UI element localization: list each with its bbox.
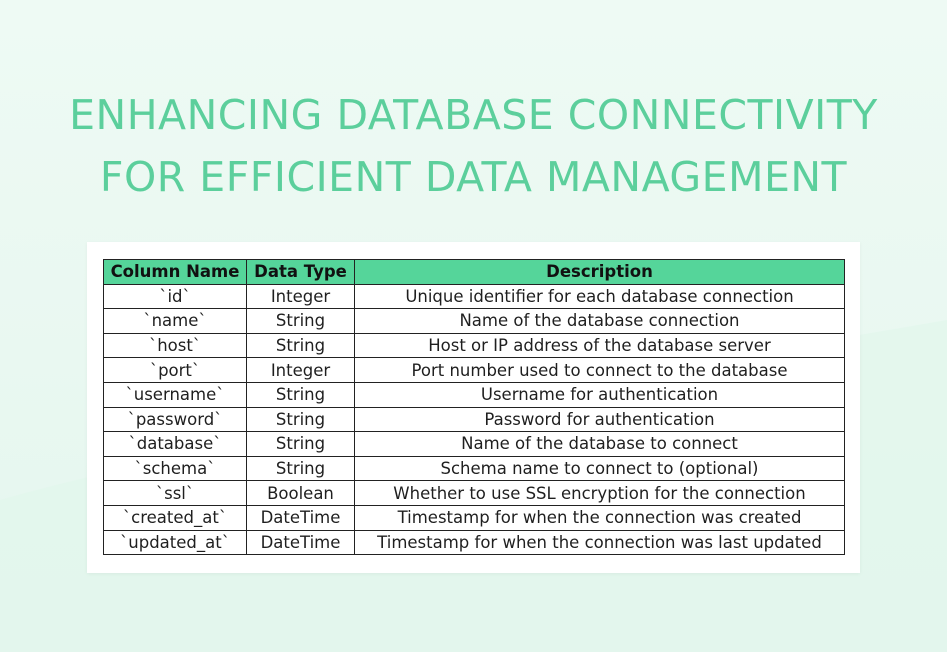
cell-description: Timestamp for when the connection was created <box>355 505 845 530</box>
table-header-row <box>104 260 845 285</box>
table-row <box>104 505 845 530</box>
cell-data-type: String <box>247 333 355 358</box>
cell-description: Username for authentication <box>355 382 845 407</box>
cell-data-type: String <box>247 456 355 481</box>
cell-column-name: `schema` <box>104 456 247 481</box>
column-header-data-type: Data Type <box>247 260 355 285</box>
cell-column-name: `created_at` <box>104 505 247 530</box>
cell-data-type: String <box>247 407 355 432</box>
table-row <box>104 382 845 407</box>
table-row <box>104 407 845 432</box>
page-title-line-2: FOR EFFICIENT DATA MANAGEMENT <box>99 153 848 201</box>
cell-data-type: Integer <box>247 358 355 383</box>
schema-table <box>103 259 845 555</box>
cell-description: Name of the database to connect <box>355 432 845 457</box>
table-row <box>104 358 845 383</box>
cell-description: Whether to use SSL encryption for the connection <box>355 481 845 506</box>
cell-data-type: Integer <box>247 284 355 309</box>
column-header-column-name: Column Name <box>104 260 247 285</box>
table-row <box>104 432 845 457</box>
cell-data-type: String <box>247 309 355 334</box>
table-row <box>104 456 845 481</box>
page-title-line-1: ENHANCING DATABASE CONNECTIVITY <box>69 91 878 139</box>
table-row <box>104 530 845 555</box>
cell-column-name: `id` <box>104 284 247 309</box>
cell-data-type: DateTime <box>247 530 355 555</box>
cell-data-type: DateTime <box>247 505 355 530</box>
cell-column-name: `ssl` <box>104 481 247 506</box>
cell-data-type: String <box>247 432 355 457</box>
table-row <box>104 284 845 309</box>
cell-description: Unique identifier for each database connection <box>355 284 845 309</box>
cell-column-name: `database` <box>104 432 247 457</box>
table-row <box>104 333 845 358</box>
cell-column-name: `password` <box>104 407 247 432</box>
cell-description: Host or IP address of the database server <box>355 333 845 358</box>
cell-column-name: `updated_at` <box>104 530 247 555</box>
column-header-description: Description <box>355 260 845 285</box>
cell-column-name: `username` <box>104 382 247 407</box>
cell-description: Name of the database connection <box>355 309 845 334</box>
cell-description: Timestamp for when the connection was last updated <box>355 530 845 555</box>
table-row <box>104 481 845 506</box>
cell-data-type: String <box>247 382 355 407</box>
cell-data-type: Boolean <box>247 481 355 506</box>
cell-column-name: `port` <box>104 358 247 383</box>
cell-column-name: `name` <box>104 309 247 334</box>
cell-description: Password for authentication <box>355 407 845 432</box>
cell-description: Schema name to connect to (optional) <box>355 456 845 481</box>
cell-column-name: `host` <box>104 333 247 358</box>
cell-description: Port number used to connect to the database <box>355 358 845 383</box>
table-row <box>104 309 845 334</box>
